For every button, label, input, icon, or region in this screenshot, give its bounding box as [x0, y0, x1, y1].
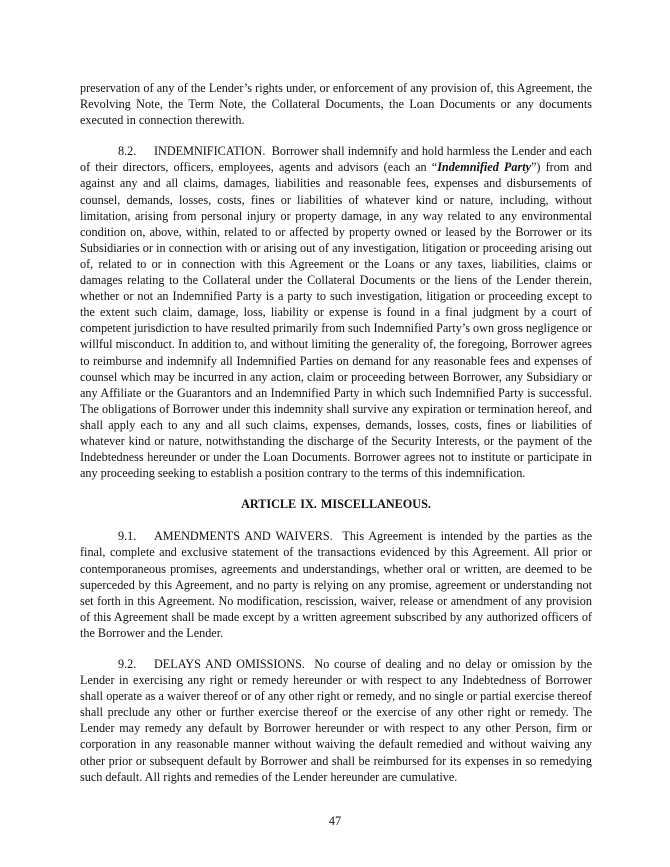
- article-heading: ARTICLE IX. MISCELLANEOUS.: [241, 497, 431, 512]
- section-9-2-number: 9.2.: [118, 657, 137, 671]
- section-8-2-title: INDEMNIFICATION.: [154, 144, 266, 159]
- continued-paragraph: preservation of any of the Lender’s rights under, or enforcement of any provision of, this Agreement, the Revolving Note, the Term Note, the Collateral Documents, the Loan Documents or any documents executed in connection therewith.: [80, 81, 592, 128]
- section-8-2-text-after-term: ”) from and against any and all claims, damages, liabilities and reasonable fees, expenses and disbursements of counsel, demands, losses, costs, fines or liabilities of whatever kind or nature, including, without limitation, arising from personal injury or property damage, in any way related to any environmental condition on, above, within, related to or affected by property owned or leased by the Borrower or its Subsidiaries or in connection with or arising out of any investigation, litigation or proceeding arising out of, related to or in connection with this Agreement or the Loans or any taxes, liabilities, claims or damages relating to the Collateral under the Collateral Documents or the liens of the Lender therein, whether or not an Indemnified Party is a party to such investigation, litigation or proceeding except to the extent such claim, damage, loss, liability or expense is found in a final judgment by a court of competent jurisdiction to have resulted primarily from such Indemnified Party’s own gross negligence or willful misconduct. In addition to, and without limiting the generality of, the foregoing, Borrower agrees to reimburse and indemnify all Indemnified Parties on demand for any reasonable fees and expenses of counsel which may be incurred in any action, claim or proceeding between Borrower, any Subsidiary or any Affiliate or the Guarantors and an Indemnified Party in which such Indemnified Party is successful. The obligations of Borrower under this indemnity shall survive any expiration or termination hereof, and shall apply each to any and all such claims, expenses, demands, losses, costs, fines or liabilities of whatever kind or nature, notwithstanding the discharge of the Security Interests, or the payment of the Indebtedness hereunder or under the Loan Documents. Borrower agrees not to institute or participate in any proceeding seeking to establish a position contrary to the terms of this indemnification.: [80, 160, 592, 481]
- section-9-2-text: No course of dealing and no delay or omission by the Lender in exercising any right or remedy hereunder or with respect to any Indebtedness of Borrower shall operate as a waiver thereof or of any other right or remedy, and no single or partial exercise thereof shall preclude any other or further exercise thereof or the exercise of any other right or remedy. The Lender may remedy any default by Borrower hereunder or with respect to any other Person, firm or corporation in any reasonable manner without waiving the default remedied and without waiving any other prior or subsequent default by Borrower and shall be reimbursed for its expenses in so remedying such default. All rights and remedies of the Lender hereunder are cumulative.: [80, 657, 593, 784]
- section-9-2-title: DELAYS AND OMISSIONS.: [154, 657, 305, 671]
- page-number: 47: [328, 814, 342, 828]
- section-9-2-paragraph: [80, 656, 592, 785]
- section-8-2-number: 8.2.: [118, 144, 137, 159]
- section-8-2-paragraph: [80, 143, 592, 481]
- defined-term-indemnified-party: Indemnified Party: [437, 160, 531, 175]
- section-9-1-number: 9.1.: [118, 529, 137, 544]
- section-9-1-text: This Agreement is intended by the parties as the final, complete and exclusive statement of the transactions evidenced by this Agreement. All prior or contemporaneous promises, agreements and understandings, whether oral or written, are deemed to be superceded by this Agreement, and no party is relying on any promise, agreement or understanding not set forth in this Agreement. No modification, rescission, waiver, release or amendment of any provision of this Agreement shall be made except by a written agreement subscribed by any authorized officers of the Borrower and the Lender.: [80, 529, 592, 640]
- section-9-1-paragraph: [80, 528, 592, 641]
- document-page: [80, 80, 592, 800]
- section-8-2-text-before-term: Borrower shall indemnify and hold harmless the Lender and each of their directors, officers, employees, agents and advisors (each an “: [80, 144, 592, 175]
- section-9-1-title: AMENDMENTS AND WAIVERS.: [154, 529, 333, 544]
